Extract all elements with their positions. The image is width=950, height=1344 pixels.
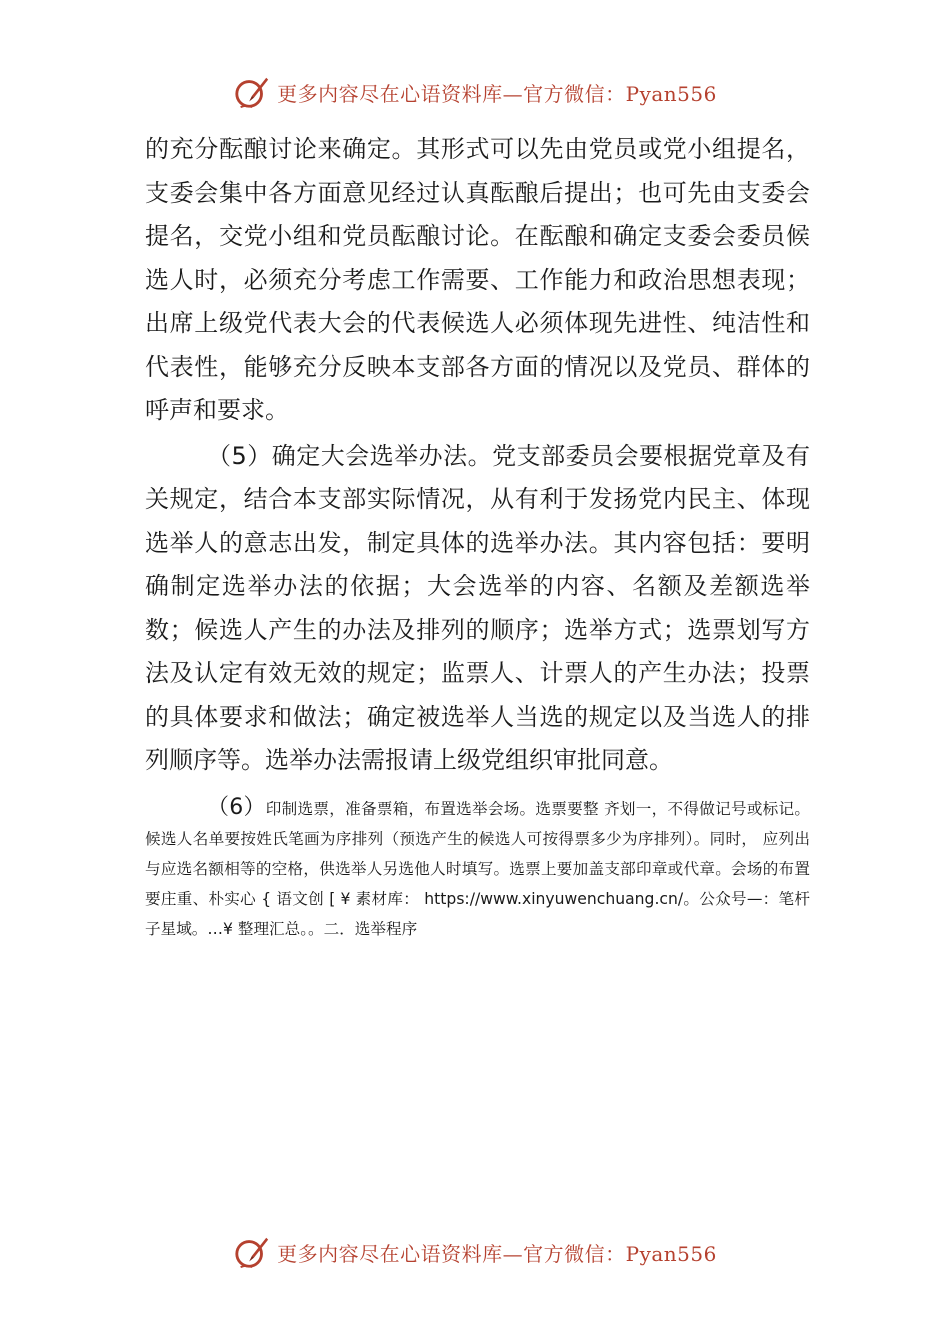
pen-logo-icon — [233, 73, 271, 111]
pen-logo-icon — [233, 1233, 271, 1271]
paragraph-3-number: （6） — [207, 794, 266, 820]
document-body — [145, 128, 810, 944]
footer-banner-text: 更多内容尽在心语资料库—官方微信：Pyan556 — [277, 1241, 717, 1266]
footer-banner — [0, 1230, 950, 1274]
paragraph-3-text: 印制选票，准备票箱，布置选举会场。选票要整 齐划一，不得做记号或标记。候选人名单要按姓氏笔画为序排列（预选产生的候选人可按得票多少为序排列）。同时， 应列出与应选名额相等的空格，供选举人另选他人时填写。选票上要加盖支部印章或代章。会场的布置要庄重、朴实心 { 语文创 [ ¥ 素材库： https://www.xinyuwenchuang.cn/。公众号—：笔杆子星域。…¥ 整理汇总。。二．选举程序 — [145, 799, 810, 938]
header-banner — [0, 70, 950, 114]
paragraph-1: 的充分酝酿讨论来确定。其形式可以先由党员或党小组提名，支委会集中各方面意见经过认真酝酿后提出；也可先由支委会提名，交党小组和党员酝酿讨论。在酝酿和确定支委会委员候选人时，必须充分考虑工作需要、工作能力和政治思想表现；出席上级党代表大会的代表候选人必须体现先进性、纯洁性和代表性，能够充分反映本支部各方面的情况以及党员、群体的呼声和要求。 — [145, 135, 810, 424]
paragraph-3 — [145, 793, 810, 944]
paragraph-2: （5）确定大会选举办法。党支部委员会要根据党章及有关规定，结合本支部实际情况，从有利于发扬党内民主、体现选举人的意志出发，制定具体的选举办法。其内容包括：要明确制定选举办法的依据；大会选举的内容、名额及差额选举数；候选人产生的办法及排列的顺序；选举方式；选票划写方法及认定有效无效的规定；监票人、计票人的产生办法；投票的具体要求和做法；确定被选举人当选的规定以及当选人的排列顺序等。选举办法需报请上级党组织审批同意。 — [145, 441, 810, 774]
header-banner-text: 更多内容尽在心语资料库—官方微信：Pyan556 — [277, 81, 717, 106]
